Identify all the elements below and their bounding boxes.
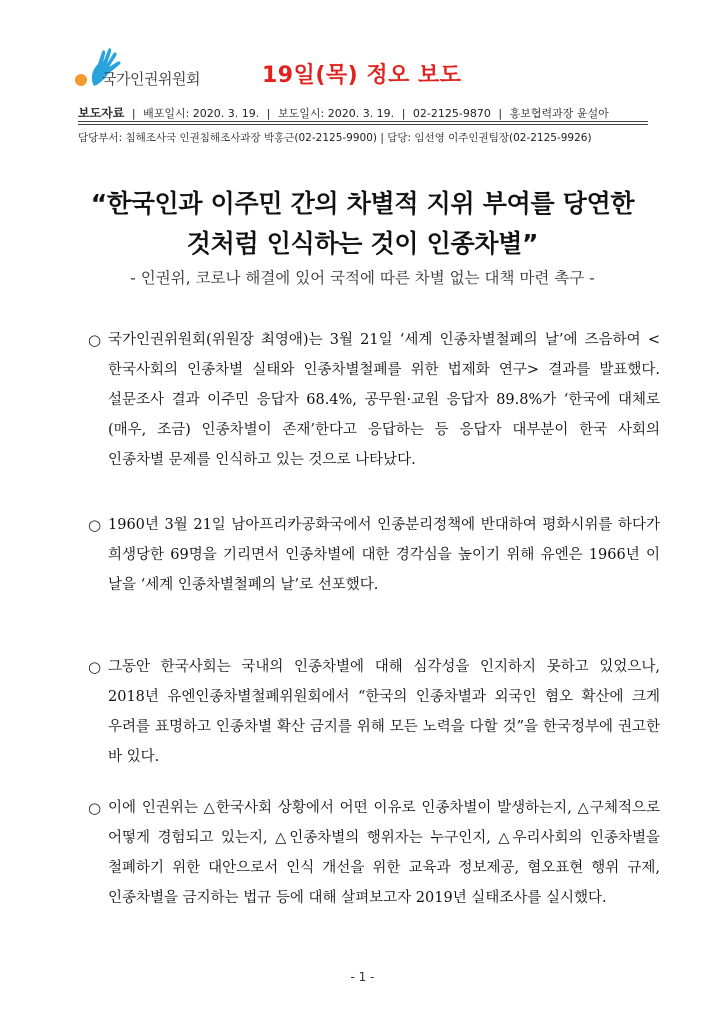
release-meta: 보도자료 | 배포일시: 2020. 3. 19. | 보도일시: 2020. 3. 19. | 02-2125-9870 | 홍보협력과장 윤설아	[78, 106, 609, 120]
logo-wordmark: 국가인권위원회	[102, 70, 200, 88]
circle-bullet-icon: ○	[88, 331, 102, 349]
title-line-1: “한국인과 이주민 간의 차별적 지위 부여를 당연한	[90, 189, 635, 218]
pr-manager: 홍보협력과장 윤설아	[509, 107, 609, 120]
phone-number: 02-2125-9870	[412, 107, 491, 120]
paragraph-text: 국가인권위원회(위원장 최영애)는 3월 21일 ‘세계 인종차별철폐의 날’에 즈음하여 <한국사회의 인종차별 실태와 인종차별철폐를 위한 법제화 연구> 결과를 발표했다. 설문조사 결과 이주민 응답자 68.4%, 공무원·교원 응답자 89.8%가 ‘한국에 대체로(매우, 조금) 인종차별이 존재’한다고 응답하는 등 응답자 대부분이 한국 사회의 인종차별 문제를 인식하고 있는 것으로 나타났다.	[108, 332, 660, 468]
circle-bullet-icon: ○	[88, 658, 102, 676]
body-paragraph	[88, 793, 660, 913]
paragraph-text: 1960년 3월 21일 남아프리카공화국에서 인종분리정책에 반대하여 평화시위를 하다가 희생당한 69명을 기리면서 인종차별에 대한 경각심을 높이기 위해 유엔은 1966년 이 날을 ‘세계 인종차별철폐의 날’로 선포했다.	[108, 517, 660, 593]
report-date: 보도일시: 2020. 3. 19.	[278, 107, 395, 120]
press-title	[60, 184, 665, 264]
body-paragraph	[88, 652, 660, 772]
header-divider	[78, 124, 648, 125]
embargo-headline: 19일(목) 정오 보도	[262, 63, 462, 88]
body-paragraph	[88, 510, 660, 600]
contact-info: 담당부서: 침해조사국 인권침해조사과장 박홍근(02-2125-9900) | 담당: 임선영 이주인권팀장(02-2125-9926)	[78, 132, 592, 144]
page-number: - 1 -	[350, 970, 375, 984]
distribution-date: 배포일시: 2020. 3. 19.	[143, 107, 260, 120]
nhrck-logo	[72, 46, 222, 92]
paragraph-text: 이에 인권위는 △한국사회 상황에서 어떤 이유로 인종차별이 발생하는지, △구체적으로 어떻게 경험되고 있는지, △인종차별의 행위자는 누구인지, △우리사회의 인종차별을 철폐하기 위한 대안으로서 인식 개선을 위한 교육과 정보제공, 혐오표현 행위 규제, 인종차별을 금지하는 법규 등에 대해 살펴보고자 2019년 실태조사를 실시했다.	[108, 800, 660, 906]
paragraph-text: 그동안 한국사회는 국내의 인종차별에 대해 심각성을 인지하지 못하고 있었으나, 2018년 유엔인종차별철폐위원회에서 “한국의 인종차별과 외국인 혐오 확산에 크게 우려를 표명하고 인종차별 확산 금지를 위해 모든 노력을 다할 것”을 한국정부에 권고한 바 있다.	[108, 659, 660, 765]
circle-bullet-icon: ○	[88, 516, 102, 534]
body-paragraph	[88, 325, 660, 475]
press-subtitle: - 인권위, 코로나 해결에 있어 국적에 따른 차별 없는 대책 마련 촉구 -	[130, 269, 595, 287]
release-label: 보도자료	[78, 106, 125, 120]
circle-bullet-icon: ○	[88, 799, 102, 817]
title-line-2: 것처럼 인식하는 것이 인종차별”	[186, 229, 539, 258]
header-divider	[78, 121, 648, 122]
